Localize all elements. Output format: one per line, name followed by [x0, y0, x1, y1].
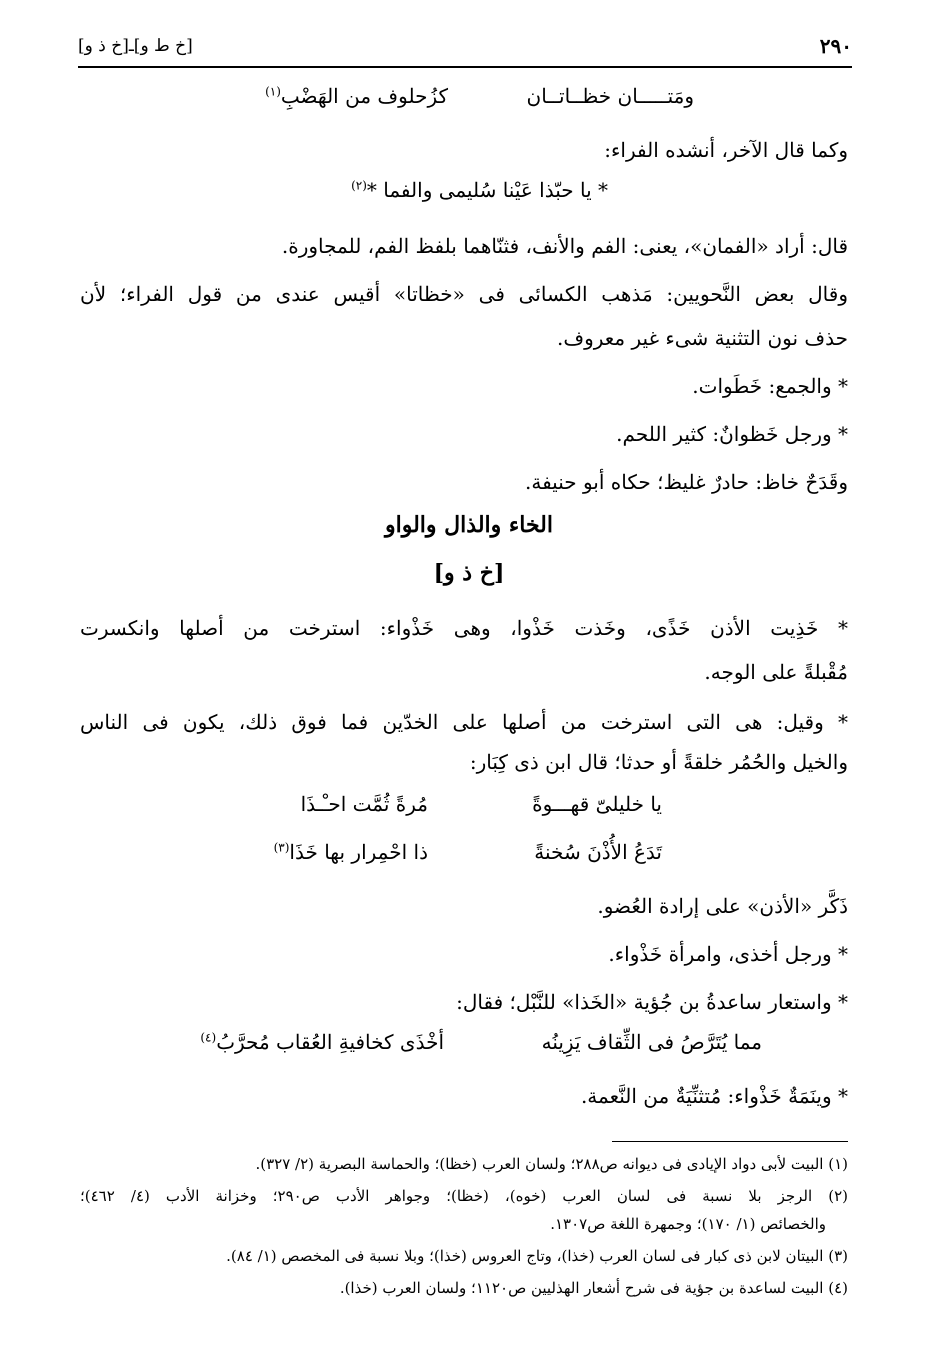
- section-heading: الخاء والذال والواو: [384, 512, 553, 538]
- verse-3-second-hemistich: مُرةً ثُمَّت احـْـذَا: [300, 792, 428, 816]
- footnote-1: (١) البيت لأبى دواد الإيادى فى ديوانه ص٢٨٨؛ ولسان العرب (خظا)؛ والحماسة البصرية (٢/ ٣٢٧).: [255, 1155, 848, 1173]
- line-dhakkar: ذَكَّر «الأذن» على إرادة العُضو.: [597, 894, 848, 918]
- entry-yanama: * وينَمَةٌ خَذْواء: مُتثنِّيَةٌ من النَّعمة.: [580, 1084, 848, 1108]
- verse-5-first-hemistich: مما يُتَرَّصُ فى الثِّقاف يَزِينُه: [541, 1030, 762, 1054]
- footnote-rule: [612, 1141, 848, 1142]
- footnote-ref-2: (٢): [351, 178, 367, 193]
- verse-1-second-hemistich: كزُحلوف من الهَضْبِ$^{(١)}$: [265, 84, 448, 108]
- paragraph-nahw-line-1: وقال بعض النَّحويين: مَذهب الكسائى فى «خظاتا» أقيس عندى من قول الفراء؛ لأن: [80, 282, 848, 306]
- verse-4-first-hemistich: تَدَعُ الأُذْنَ سُخنةً: [534, 840, 662, 864]
- verse-3-first-hemistich: يا خليلىّ قهـــوةً: [532, 792, 662, 816]
- footnote-4: (٤) البيت لساعدة بن جؤية فى شرح أشعار الهذليين ص١١٢٠؛ ولسان العرب (خذا).: [339, 1279, 848, 1297]
- root-heading: [خ ذ و]: [433, 560, 505, 586]
- paragraph-qil-line-1: * وقيل: هى التى استرخت من أصلها على الخدّين فما فوق ذلك، يكون فى الناس: [80, 710, 848, 734]
- page-number: ٢٩٠: [819, 34, 852, 58]
- paragraph-khadhiyat-line-1: * خَذِيت الأذن خَذًى، وخَذت خَذْوا، وهى خَذْواء: استرخت من أصلها وانكسرت: [80, 616, 848, 640]
- header-rule: [78, 66, 852, 68]
- verse-1-first-hemistich: ومَتـــــان خظــاتــان: [526, 84, 694, 108]
- paragraph-nahw-line-2: حذف نون التثنية شىء غير معروف.: [557, 326, 848, 350]
- entry-jam: * والجمع: خَطَوات.: [692, 374, 848, 398]
- footnote-ref-1: (١): [265, 84, 281, 99]
- paragraph-qil-line-2: والخيل والحُمُر خلقةً أو حدثا؛ قال ابن ذى كِبَار:: [469, 750, 848, 774]
- footnote-ref-3: (٣): [273, 840, 290, 855]
- entry-rajul: * ورجل خَظوانٌ: كثير اللحم.: [616, 422, 848, 446]
- verse-4-second-hemistich: ذا احْمِرار بها خَذَا$^{(٣)}$: [273, 840, 428, 864]
- entry-saida: * واستعار ساعدةُ بن جُؤية «الخَذا» للنَّبْل؛ فقال:: [456, 990, 848, 1014]
- verse-5-second-hemistich: أخْذَى كخافيةِ العُقاب مُحرَّبُ$^{(٤)}$: [200, 1030, 444, 1054]
- entry-akhdha: * ورجل أخذى، وامرأة خَذْواء.: [608, 942, 848, 966]
- entry-qadah: وقَدَحٌ خاظ: حادرٌ غليظ؛ حكاه أبو حنيفة.: [524, 470, 848, 494]
- footnote-ref-4: (٤): [200, 1030, 217, 1045]
- running-head: [خ ط و]ـ[خ ذ و]: [78, 36, 193, 56]
- footnote-2-line-2: والخصائص (١/ ١٧٠)؛ وجمهرة اللغة ص١٣٠٧.: [550, 1215, 826, 1233]
- line-farra: وكما قال الآخر، أنشده الفراء:: [604, 138, 848, 162]
- paragraph-qal: قال: أراد «الفمان»، يعنى: الفم والأنف، فثنّاهما بلفظ الفم، للمجاورة.: [281, 234, 848, 258]
- footnote-2-line-1: (٢) الرجز بلا نسبة فى لسان العرب (خوه)، (خظا)؛ وجواهر الأدب ص٢٩٠؛ وخزانة الأدب (٤/ ٤٦٢)؛: [80, 1187, 849, 1205]
- verse-2: * يا حبّذا عَيْنا سُليمى والفما *$^{(٢)}$: [351, 178, 608, 202]
- footnote-3: (٣) البيتان لابن ذى كبار فى لسان العرب (خذا)، وتاج العروس (خذا)؛ وبلا نسبة فى المخصص (١/ ٨٤).: [226, 1247, 848, 1265]
- page-header: [78, 30, 852, 64]
- paragraph-khadhiyat-line-2: مُقْبلةً على الوجه.: [704, 660, 848, 684]
